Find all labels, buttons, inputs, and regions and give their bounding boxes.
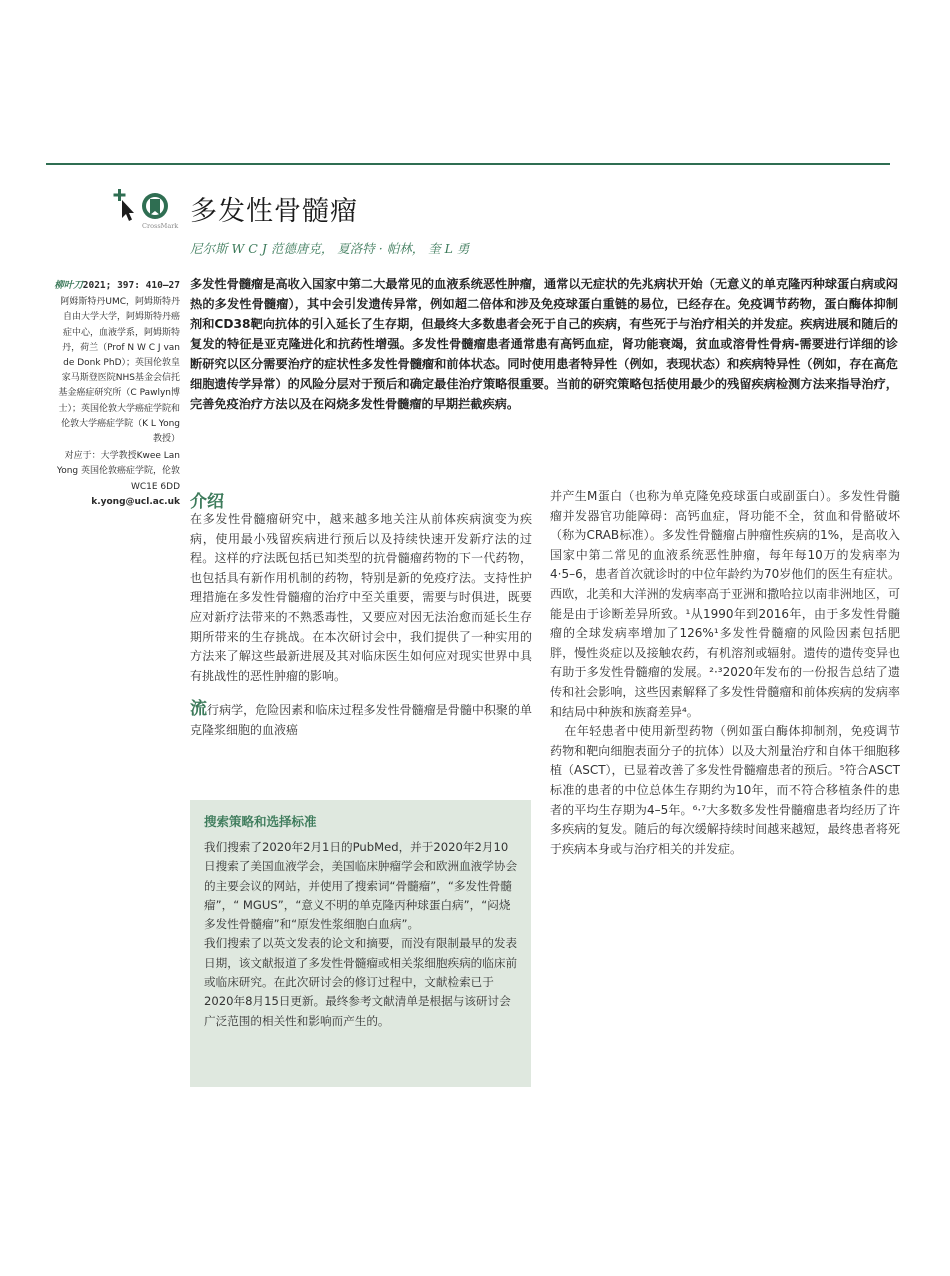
- sidebar: [46, 278, 180, 510]
- header-rule: [46, 163, 890, 165]
- search-strategy-paragraph-2: 我们搜索了以英文发表的论文和摘要，而没有限制最早的发表日期，该文献报道了多发性骨髓瘤或相关浆细胞疾病的临床前或临床研究。在此次研讨会的修订过程中，文献检索已于2020年8月15日更新。最终参考文献清单是根据与该研讨会广泛范围的相关性和影响而产生的。: [204, 936, 518, 1028]
- dropcap: 流: [190, 699, 208, 720]
- author-list: 尼尔斯 W C J 范德唐克， 夏洛特 · 帕林， 奎 L 勇: [190, 241, 470, 256]
- article-title: 多发性骨髓瘤: [190, 196, 358, 227]
- right-column: [550, 487, 900, 859]
- correspondence-address: 对应于：大学教授Kwee Lan Yong 英国伦敦癌症学院，伦敦WC1E 6DD: [56, 451, 180, 492]
- left-column: [190, 487, 532, 741]
- citation-volume: 2021; 397: 410–27: [82, 280, 180, 291]
- epidemiology-text: 行病学，危险因素和临床过程多发性骨髓瘤是骨髓中积聚的单克隆浆细胞的血液癌: [190, 703, 532, 737]
- search-strategy-panel: [190, 800, 531, 1087]
- section-heading-introduction: 介绍: [190, 492, 224, 512]
- author-affiliations: 阿姆斯特丹UMC，阿姆斯特丹自由大学大学，阿姆斯特丹癌症中心，血液学系，阿姆斯特丹，荷兰（Prof N W C J van de Donk PhD）；英国伦敦皇家马斯登医院NHS基金会信托基金癌症研究所（C Pawlyn博士）；英国伦敦大学癌症学院和伦敦大学癌症学院（K L Yong教授）: [58, 297, 180, 445]
- crossmark-label: CrossMark: [142, 222, 179, 230]
- correspondence-email[interactable]: k.yong@ucl.ac.uk: [91, 496, 180, 507]
- abstract: 多发性骨髓瘤是高收入国家中第二大最常见的血液系统恶性肿瘤，通常以无症状的先兆病状开始（无意义的单克隆丙种球蛋白病或闷热的多发性骨髓瘤），其中会引发遗传异常，例如超二倍体和涉及免疫球蛋白重链的易位，已经存在。免疫调节药物，蛋白酶体抑制剂和CD38靶向抗体的引入延长了生存期，但最终大多数患者会死于自己的疾病，有些死于与治疗相关的并发症。疾病进展和随后的复发的特征是亚克隆进化和抗药性增强。多发性骨髓瘤患者通常患有高钙血症，肾功能衰竭，贫血或溶骨性骨病-需要进行详细的诊断研究以区分需要治疗的症状性多发性骨髓瘤和前体状态。同时使用患者特异性（例如，表现状态）和疾病特异性（例如，存在高危细胞遗传学异常）的风险分层对于预后和确定最佳治疗策略很重要。当前的研究策略包括使用最少的残留疾病检测方法来指导治疗，完善免疫治疗方法以及在闷烧多发性骨髓瘤的早期拦截疾病。: [190, 277, 898, 411]
- search-strategy-paragraph-1: 我们搜索了2020年2月1日的PubMed，并于2020年2月10日搜索了美国血液学会，美国临床肿瘤学会和欧洲血液学协会的主要会议的网站，并使用了搜索词“骨髓瘤”，“多发性骨髓瘤”，“ MGUS”，“意义不明的单克隆丙种球蛋白病”，“闷烧多发性骨髓瘤”和“原发性浆细胞白血病”。: [204, 840, 518, 932]
- epidemiology-paragraph: [190, 700, 532, 740]
- search-strategy-heading: 搜索策略和选择标准: [204, 814, 317, 829]
- journal-name: 柳叶刀: [54, 280, 83, 291]
- epidemiology-continued-paragraph: 并产生M蛋白（也称为单克隆免疫球蛋白或副蛋白）。多发性骨髓瘤并发器官功能障碍：高钙血症，肾功能不全，贫血和骨骼破坏（称为CRAB标准）。多发性骨髓瘤占肿瘤性疾病的1%，是高收入国家中第二常见的血液系统恶性肿瘤，每年每10万的发病率为4·5–6，患者首次就诊时的中位年龄约为70岁他们的医生有症状。西欧，北美和大洋洲的发病率高于亚洲和撒哈拉以南非洲地区，可能是由于诊断差异所致。¹从1990年到2016年，由于多发性骨髓瘤的全球发病率增加了126%¹多发性骨髓瘤的风险因素包括肥胖，慢性炎症以及接触农药，有机溶剂或辐射。遗传的遗传变异也有助于多发性骨髓瘤的发展。²·³2020年发布的一份报告总结了遗传和社会影响，这些因素解释了多发性骨髓瘤和前体疾病的发病率和结局中种族和族裔差异⁴。: [550, 489, 900, 719]
- correspondence: [46, 449, 180, 510]
- intro-paragraph: 在多发性骨髓瘤研究中，越来越多地关注从前体疾病演变为疾病，使用最小残留疾病进行预后以及持续快速开发新疗法的过程。这样的疗法既包括已知类型的抗骨髓瘤药物的下一代药物，也包括具有新作用机制的药物，特别是新的免疫疗法。支持性护理措施在多发性骨髓瘤的治疗中至关重要，需要与时俱进，既要应对新疗法带来的不熟悉毒性，又要应对因无法治愈而延长生存期所带来的生存挑战。在本次研讨会中，我们提供了一种实用的方法来了解这些最新进展及其对临床医生如何应对现实世界中具有挑战性的恶性肿瘤的影响。: [190, 512, 532, 683]
- treatment-paragraph: 在年轻患者中使用新型药物（例如蛋白酶体抑制剂，免疫调节药物和靶向细胞表面分子的抗体）以及大剂量治疗和自体干细胞移植（ASCT），已显着改善了多发性骨髓瘤患者的预后。⁵符合ASCT标准的患者的中位总体生存期约为10年，而不符合移植条件的患者的平均生存期为4–5年。⁶·⁷大多数多发性骨髓瘤患者均经历了许多疾病的复发。随后的每次缓解持续时间越来越短，最终患者将死于疾病本身或与治疗相关的并发症。: [550, 724, 900, 856]
- crossmark-icon: [112, 186, 182, 226]
- citation: [46, 278, 180, 293]
